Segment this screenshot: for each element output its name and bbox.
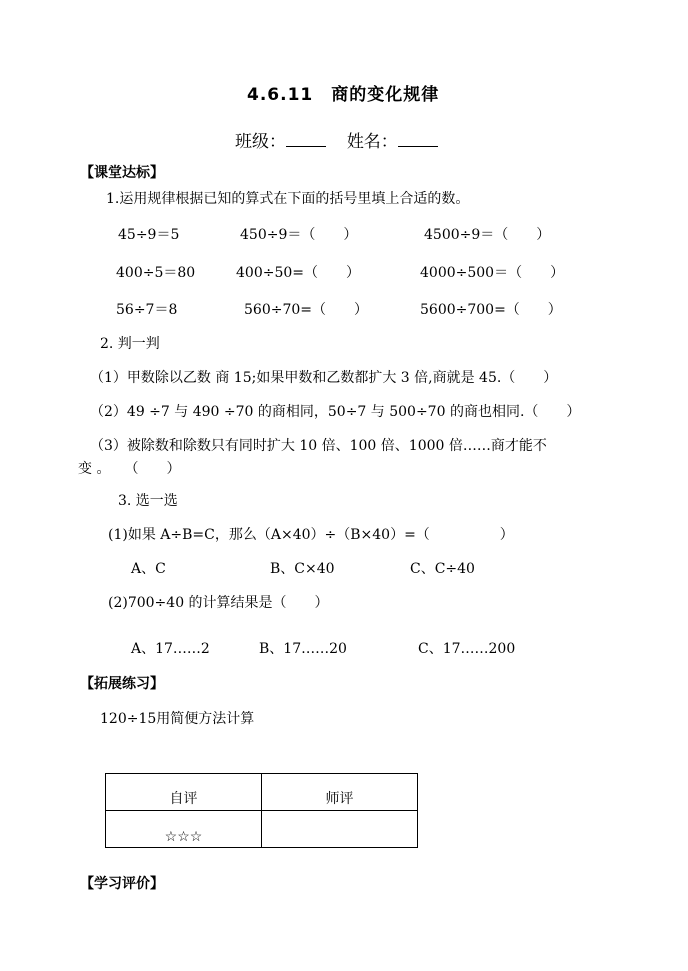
q3-prompt: 3. 选一选 xyxy=(118,493,178,509)
q1-r2-c3: 4000÷500＝（ ） xyxy=(420,265,565,281)
q1-r3-c3: 5600÷700=（ ） xyxy=(420,302,562,318)
q3-sub1-option-a: A、C xyxy=(131,561,166,577)
q1-prompt: 1.运用规律根据已知的算式在下面的括号里填上合适的数。 xyxy=(106,191,470,207)
extension-task: 120÷15用简便方法计算 xyxy=(100,711,255,727)
class-name-line xyxy=(235,127,438,152)
teacher-eval-header: 师评 xyxy=(262,774,418,811)
q3-sub2: (2)700÷40 的计算结果是（ ） xyxy=(108,595,329,611)
section-assessment: 【学习评价】 xyxy=(80,876,164,892)
q1-r1-c1: 45÷9＝5 xyxy=(118,227,180,243)
class-blank[interactable] xyxy=(286,132,326,147)
evaluation-table xyxy=(105,773,418,848)
section-extension: 【拓展练习】 xyxy=(80,676,164,692)
q2-item-2: （2）49 ÷7 与 490 ÷70 的商相同，50÷7 与 500÷70 的商也相同.（ ） xyxy=(90,404,581,420)
q1-r3-c1: 56÷7＝8 xyxy=(116,302,178,318)
q3-sub2-option-c: C、17……200 xyxy=(418,641,516,657)
q1-r3-c2: 560÷70=（ ） xyxy=(244,302,368,318)
section-classroom: 【课堂达标】 xyxy=(80,165,164,181)
q1-r2-c1: 400÷5＝80 xyxy=(116,265,196,281)
class-label: 班级： xyxy=(235,132,286,152)
q3-sub2-option-a: A、17……2 xyxy=(131,641,210,657)
name-label: 姓名： xyxy=(346,132,398,152)
q3-sub1-option-b: B、C×40 xyxy=(270,561,335,577)
q2-item-3: （3）被除数和除数只有同时扩大 10 倍、100 倍、1000 倍……商才能不 xyxy=(90,438,547,454)
name-blank[interactable] xyxy=(398,132,438,147)
q2-prompt: 2. 判一判 xyxy=(100,336,160,352)
self-eval-header: 自评 xyxy=(106,774,262,811)
q3-sub1: (1)如果 A÷B=C，那么（A×40）÷（B×40）=（ ） xyxy=(108,527,514,543)
q1-r1-c2: 450÷9＝（ ） xyxy=(240,227,358,243)
q2-item-1: （1）甲数除以乙数 商 15;如果甲数和乙数都扩大 3 倍,商就是 45.（ ） xyxy=(90,370,558,386)
q3-sub2-option-b: B、17……20 xyxy=(259,641,347,657)
q1-r2-c2: 400÷50=（ ） xyxy=(236,265,360,281)
q2-item-3-cont: 变 。 （ ） xyxy=(78,461,181,477)
q1-r1-c3: 4500÷9＝（ ） xyxy=(424,227,551,243)
self-eval-stars[interactable]: ☆☆☆ xyxy=(106,811,262,848)
page-title: 4.6.11 商的变化规律 xyxy=(247,85,440,105)
teacher-eval-cell[interactable] xyxy=(262,811,418,848)
q3-sub1-option-c: C、C÷40 xyxy=(410,561,475,577)
